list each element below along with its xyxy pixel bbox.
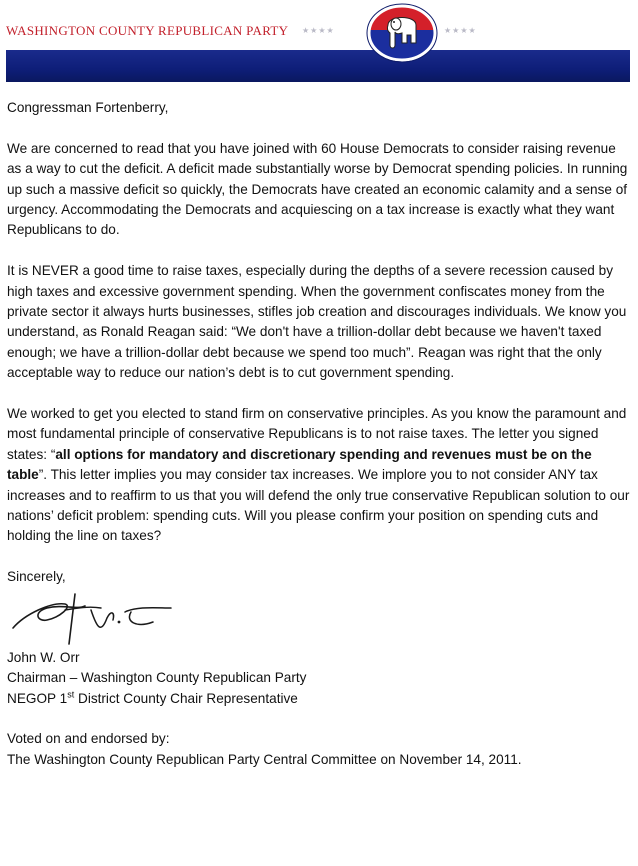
closing: Sincerely, <box>7 569 66 585</box>
paragraph-3-text-end: ”. This letter implies you may consider tax increases. We implore you to not consider ANY tax increases and to reaffirm to us that you will defend the only true conservative Republican solution to our nations’ deficit problem: spending cuts. Will you please confirm your position on spending cuts and holding the line on taxes? <box>7 467 630 544</box>
paragraph-2: It is NEVER a good time to raise taxes, especially during the depths of a severe recession caused by high taxes and excessive government spending. When the government confiscates money from the private sector it always hurts businesses, stifles job creation and discourages individuals. We know you understand, as Ronald Reagan said: “We don't have a trillion-dollar debt because we haven't taxed enough; we have a trillion-dollar debt because we spend too much”. Reagan was right that the only acceptable way to reduce our nation’s debt is to cut government spending. <box>7 263 627 381</box>
rep-prefix: NEGOP 1 <box>7 690 68 706</box>
endorsement-label: Voted on and endorsed by: <box>7 731 170 747</box>
rep-suffix: District County Chair Representative <box>74 690 298 706</box>
letter-body <box>7 98 631 770</box>
salutation: Congressman Fortenberry, <box>7 100 169 115</box>
signer-representative <box>7 689 631 709</box>
paragraph-1: We are concerned to read that you have joined with 60 House Democrats to consider raising revenue as a way to cut the deficit. A deficit made substantially worse by Democrat spending policies. In running up such a massive deficit so quickly, the Democrats have created an economic calamity and a sense of urgency. Accommodating the Democrats and acquiescing on a tax increase is exactly what they want Republicans to do. <box>7 140 628 238</box>
org-name: WASHINGTON COUNTY REPUBLICAN PARTY <box>6 23 289 38</box>
letterhead <box>0 0 638 90</box>
paragraph-3-text-start: We worked to get you elected to stand firm on conservative principles. As you know the paramount and most fundamental principle of conservative Republicans is to not raise taxes. The letter you signed states: “ <box>7 406 627 462</box>
endorsement-body: The Washington County Republican Party Central Committee on November 14, 2011. <box>7 751 522 767</box>
signer-title: Chairman – Washington County Republican Party <box>7 670 307 686</box>
stars-left: ★★★★ <box>302 26 335 35</box>
signer-name: John W. Orr <box>7 649 80 665</box>
rep-ordinal: st <box>67 688 75 699</box>
header-band <box>6 50 630 82</box>
elephant-logo-icon <box>366 3 438 63</box>
stars-right: ★★★★ <box>444 26 477 35</box>
quoted-statement: all options for mandatory and discretionary spending and revenues must be on the table <box>7 446 592 483</box>
signature-block <box>7 648 631 770</box>
paragraph-3 <box>7 404 631 547</box>
signature-image <box>7 588 182 648</box>
